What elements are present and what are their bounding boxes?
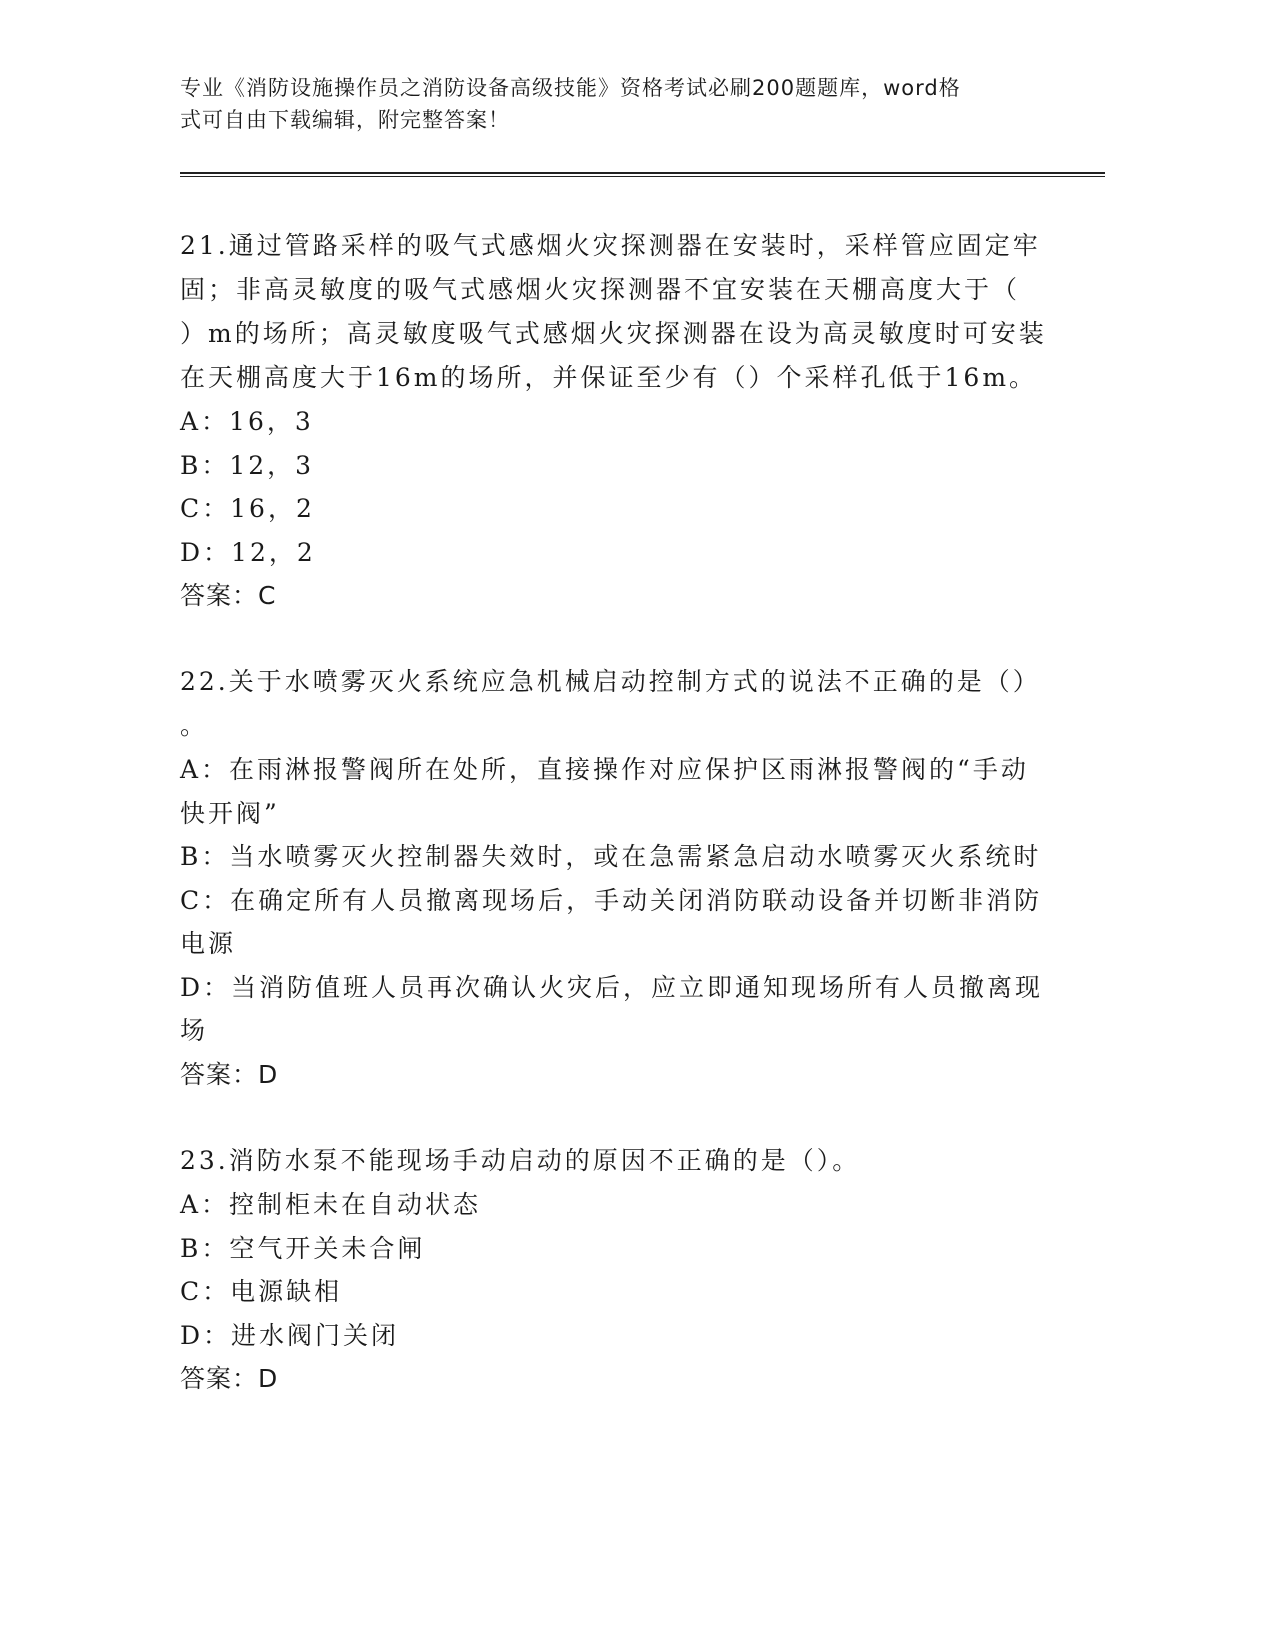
stem-line: 22.关于水喷雾灭火系统应急机械启动控制方式的说法不正确的是（） (180, 667, 1041, 696)
option-b (180, 444, 1050, 488)
option-line: A：在雨淋报警阀所在处所，直接操作对应保护区雨淋报警阀的“手动 (180, 755, 1029, 784)
option-line: B：当水喷雾灭火控制器失效时，或在急需紧急启动水喷雾灭火系统时 (180, 842, 1042, 871)
header-line-2: 式可自由下载编辑，附完整答案！ (180, 108, 510, 132)
stem-line: 。 (180, 711, 209, 740)
option-c (180, 487, 1050, 531)
option-line: A：控制柜未在自动状态 (180, 1190, 482, 1219)
question-21 (180, 224, 1050, 618)
header-divider (180, 172, 1105, 177)
page-header (180, 72, 1060, 136)
answer-label: 答案：D (180, 1364, 279, 1393)
option-d (180, 531, 1050, 575)
option-a (180, 1183, 1050, 1227)
option-line: 场 (180, 1016, 209, 1045)
option-line: D：当消防值班人员再次确认火灾后，应立即通知现场所有人员撤离现 (180, 972, 1044, 1002)
question-stem (180, 1139, 1050, 1183)
question-22 (180, 660, 1050, 1097)
question-23 (180, 1139, 1050, 1401)
option-line: B：12，3 (180, 450, 315, 480)
option-a (180, 400, 1050, 444)
option-d (180, 1314, 1050, 1358)
header-line-1: 专业《消防设施操作员之消防设备高级技能》资格考试必刷200题题库，word格 (180, 76, 961, 100)
option-line: D：进水阀门关闭 (180, 1320, 400, 1350)
option-line: A：16，3 (180, 407, 314, 436)
option-line: B：空气开关未合闸 (180, 1233, 426, 1263)
option-line: 电源 (180, 929, 237, 958)
stem-line: 在天棚高度大于16m的场所，并保证至少有（）个采样孔低于16m。 (180, 363, 1038, 392)
answer-label: 答案：D (180, 1059, 279, 1089)
stem-line: 23.消防水泵不能现场手动启动的原因不正确的是（）。 (180, 1146, 861, 1175)
option-b (180, 1227, 1050, 1271)
stem-line: 21.通过管路采样的吸气式感烟火灾探测器在安装时，采样管应固定牢 (180, 231, 1041, 260)
question-stem (180, 660, 1050, 748)
question-stem (180, 224, 1050, 400)
option-c (180, 879, 1050, 966)
answer-label: 答案：C (180, 581, 277, 610)
option-line: C：电源缺相 (180, 1277, 343, 1306)
option-a (180, 748, 1050, 835)
stem-line: 固；非高灵敏度的吸气式感烟火灾探测器不宜安装在天棚高度大于（ (180, 275, 1021, 304)
option-line: 快开阀” (180, 798, 280, 828)
option-line: D：12，2 (180, 537, 316, 567)
option-d (180, 966, 1050, 1053)
stem-line: ）m的场所；高灵敏度吸气式感烟火灾探测器在设为高灵敏度时可安装 (180, 319, 1047, 348)
option-b (180, 835, 1050, 879)
option-line: C：16，2 (180, 494, 315, 523)
option-line: C：在确定所有人员撤离现场后，手动关闭消防联动设备并切断非消防 (180, 885, 1043, 915)
option-c (180, 1270, 1050, 1314)
